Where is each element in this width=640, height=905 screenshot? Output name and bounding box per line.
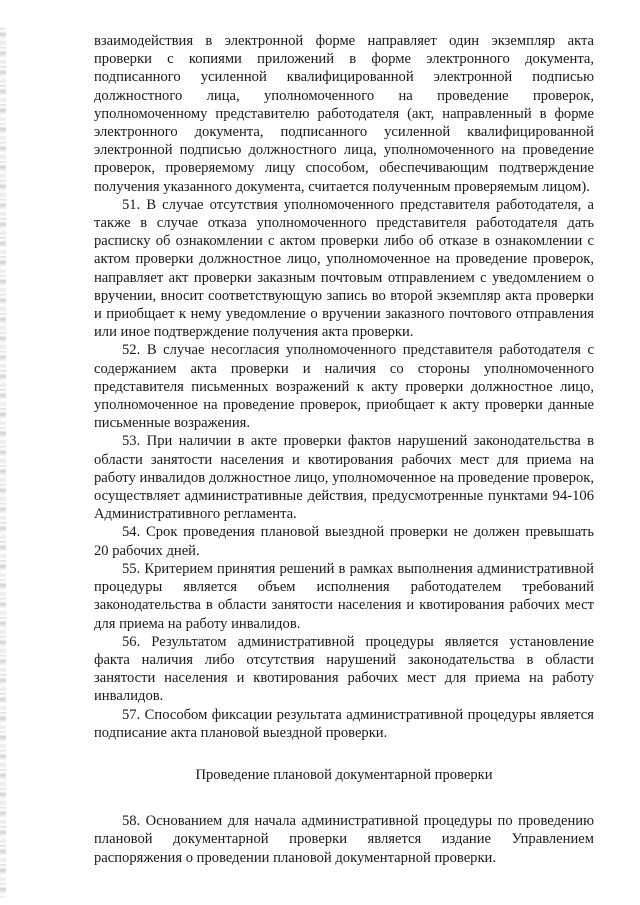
section-heading: Проведение плановой документарной проверки [195,766,493,783]
paragraph-52: 52. В случае несогласия уполномоченного представителя работодателя с содержанием акта проверки и наличия со стороны уполномоченного представителя письменных возражений к акту проверки должностное лицо, уполномоченное на проведение проверок, приобщает к акту проверки данные письменные возражения. [94,342,594,432]
paragraph-56: 56. Результатом административной процедуры является установление факта наличия либо отсутствия нарушений законодательства в области занятости населения и квотирования рабочих мест для приема на работу инвалидов. [94,633,594,705]
paragraph-50-continuation: взаимодействия в электронной форме направляет один экземпляр акта проверки с копиями приложений в форме электронного документа, подписанного усиленной квалифицированной электронной подписью должностного лица, уполномоченного на проведение проверок, уполномоченному представителю работодателя (акт, направленный в форме электронного документа, подписанного усиленной квалифицированной электронной подписью должностного лица, уполномоченного на проведение проверок, проверяемому лицу способом, обеспечивающим подтверждение получения указанного документа, считается полученным проверяемым лицом). [94,33,594,195]
paragraph-57: 57. Способом фиксации результата административной процедуры является подписание акта плановой выездной проверки. [94,706,594,741]
paragraph-58: 58. Основанием для начала административной процедуры по проведению плановой документарной проверки является издание Управлением распоряжения о проведении плановой документарной проверки. [94,813,594,866]
paragraph-54: 54. Срок проведения плановой выездной проверки не должен превышать 20 рабочих дней. [94,524,594,559]
paragraph-53: 53. При наличии в акте проверки фактов нарушений законодательства в области занятости населения и квотирования рабочих мест для приема на работу инвалидов должностное лицо, уполномоченное на проведение проверок, осуществляет административные действия, предусмотренные пунктами 94-106 Административного регламента. [94,433,594,523]
document-body [94,32,594,867]
paragraph-55: 55. Критерием принятия решений в рамках выполнения административной процедуры является объем исполнения работодателем требований законодательства в области занятости населения и квотирования рабочих мест для приема на работу инвалидов. [94,560,594,632]
paragraph-51: 51. В случае отсутствия уполномоченного представителя работодателя, а также в случае отказа уполномоченного представителя работодателя дать расписку об ознакомлении с актом проверки либо об отказе в ознакомлении с актом проверки должностное лицо, уполномоченное на проведение проверок, направляет акт проверки заказным почтовым отправлением с уведомлением о вручении, вносит соответствующую запись во второй экземпляр акта проверки и приобщает к нему уведомление о вручении заказного почтового отправления или иное подтверждение получения акта проверки. [94,196,594,341]
scan-binding-edge [0,28,6,898]
